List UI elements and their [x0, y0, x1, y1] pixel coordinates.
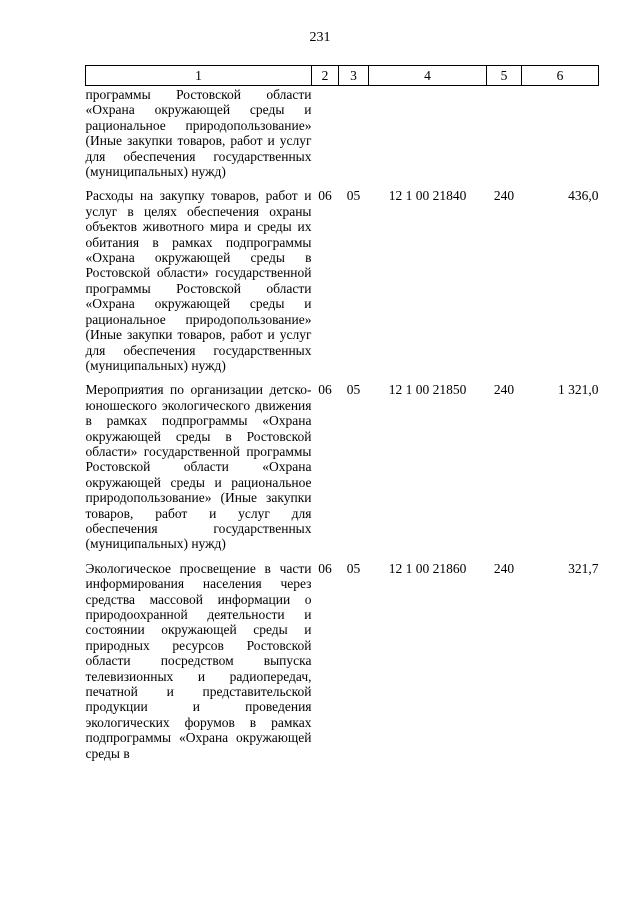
row-subsection-code: 05: [346, 560, 361, 576]
row-expense-type-code: 240: [493, 188, 515, 204]
column-header-4: 4: [369, 66, 487, 86]
row-expense-type-code: 240: [493, 560, 515, 576]
row-expense-type-code: 240: [493, 382, 515, 398]
column-header-2: 2: [312, 66, 339, 86]
row-target-code: [369, 86, 487, 189]
row-target-code: 12 1 00 21840: [388, 188, 467, 204]
row-section-code: 06: [318, 382, 332, 398]
row-amount: 436,0: [568, 188, 599, 204]
row-section-code: [312, 86, 339, 189]
table-row: [86, 188, 599, 382]
row-section-code: 06: [318, 560, 332, 576]
row-description-text: Расходы на закупку товаров, работ и услуг в целях обеспечения охраны объектов животного мира и среды их обитания в рамках подпрограммы «Охрана окружающей среды в Ростовской области» государственной программы Ростовской области «Охрана окружающей среды и рациональное природопользование» (Иные закупки товаров, работ и услуг для обеспечения государственных (муниципальных) нужд): [85, 188, 312, 373]
column-header-5: 5: [487, 66, 522, 86]
table-row: [86, 382, 599, 560]
table-header-row: [86, 66, 599, 86]
row-target-code: 12 1 00 21860: [388, 560, 467, 576]
table-row: [86, 561, 599, 770]
row-amount: 321,7: [568, 560, 599, 576]
row-subsection-code: 05: [346, 188, 361, 204]
row-description: [86, 561, 312, 770]
row-description-text: программы Ростовской области «Охрана окружающей среды и рациональное природопользование» (Иные закупки товаров, работ и услуг для обеспечения государственных (муниципальных) нужд): [85, 87, 312, 180]
table-row: [86, 86, 599, 189]
row-expense-type-code: [487, 86, 522, 189]
budget-table: [85, 65, 599, 770]
row-amount: [522, 86, 599, 189]
row-target-code: 12 1 00 21850: [388, 382, 467, 398]
row-subsection-code: 05: [346, 382, 361, 398]
column-header-1: 1: [86, 66, 312, 86]
row-section-code: 06: [318, 188, 332, 204]
row-description: [86, 382, 312, 560]
row-description: [86, 188, 312, 382]
row-description-text: Мероприятия по организации детско-юношеского экологического движения в рамках подпрограммы «Охрана окружающей среды в Ростовской области» государственной программы Ростовской области «Охрана окружающей среды и рациональное природопользование» (Иные закупки товаров, работ и услуг для обеспечения государственных (муниципальных) нужд): [85, 382, 312, 552]
row-subsection-code: [339, 86, 369, 189]
column-header-6: 6: [522, 66, 599, 86]
column-header-3: 3: [339, 66, 369, 86]
row-amount: 1 321,0: [558, 382, 599, 398]
row-description-text: Экологическое просвещение в части информирования населения через средства массовой информации о природоохранной деятельности и состоянии окружающей среды и природных ресурсов Ростовской области посредством выпуска телевизионных и радиопередач, печатной и представительской продукции и проведения экологических форумов в рамках подпрограммы «Охрана окружающей среды в: [85, 560, 312, 761]
page-number: 231: [309, 30, 331, 45]
row-description: [86, 86, 312, 189]
